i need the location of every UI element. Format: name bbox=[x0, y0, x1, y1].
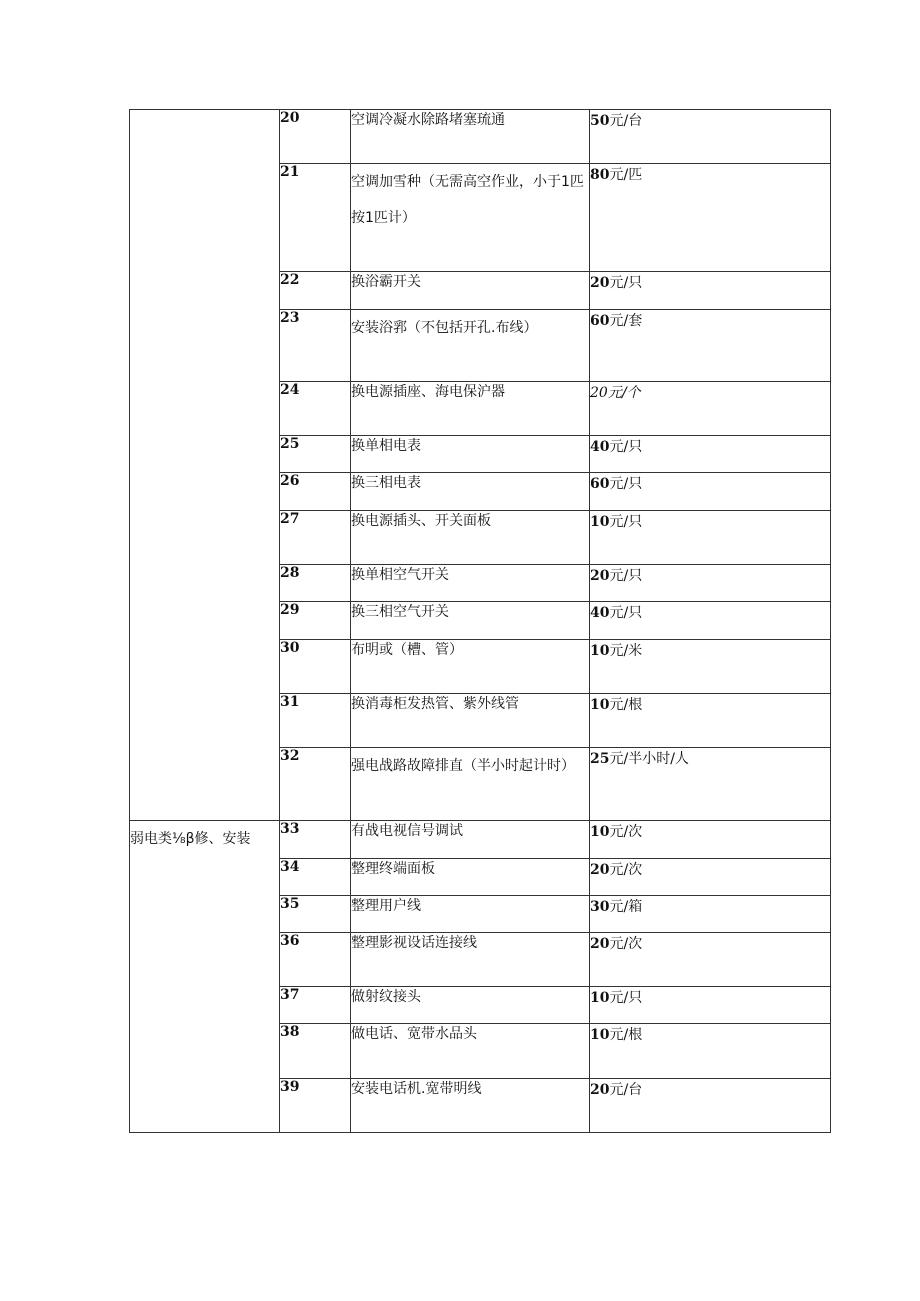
price-unit: 元/匹 bbox=[609, 167, 643, 183]
service-item bbox=[351, 565, 590, 602]
price-amount: 40 bbox=[590, 605, 610, 621]
row-number: 24 bbox=[280, 382, 351, 436]
service-item-text: 布明或（槽、管） bbox=[351, 642, 463, 658]
table-row bbox=[130, 110, 831, 164]
price-unit: 元/只 bbox=[609, 476, 643, 492]
price-amount: 20 bbox=[590, 385, 608, 401]
price-unit: 元/次 bbox=[609, 862, 643, 878]
row-number: 36 bbox=[280, 933, 351, 987]
price-cell bbox=[590, 821, 831, 859]
price-amount: 20 bbox=[590, 862, 610, 878]
price-unit: 元/根 bbox=[609, 697, 643, 713]
price-unit: 元/只 bbox=[609, 439, 643, 455]
price-amount: 40 bbox=[590, 439, 610, 455]
price-table bbox=[129, 109, 831, 1133]
service-item-text: 换电源插头、开关面板 bbox=[351, 513, 491, 529]
price-amount: 20 bbox=[590, 936, 610, 952]
row-number: 33 bbox=[280, 821, 351, 859]
price-cell bbox=[590, 382, 831, 436]
row-number: 31 bbox=[280, 694, 351, 748]
row-number: 22 bbox=[280, 272, 351, 310]
price-cell bbox=[590, 987, 831, 1024]
service-item-text: 安装浴郛（不包括开孔.布线） bbox=[351, 320, 538, 336]
price-amount: 20 bbox=[590, 275, 610, 291]
price-amount: 20 bbox=[590, 1082, 610, 1098]
row-number: 27 bbox=[280, 511, 351, 565]
service-item bbox=[351, 896, 590, 933]
row-number: 30 bbox=[280, 640, 351, 694]
price-cell bbox=[590, 1024, 831, 1079]
service-item bbox=[351, 748, 590, 821]
row-number: 21 bbox=[280, 164, 351, 272]
price-amount: 20 bbox=[590, 568, 610, 584]
price-amount: 60 bbox=[590, 476, 610, 492]
price-unit: 元/只 bbox=[609, 275, 643, 291]
price-amount: 30 bbox=[590, 899, 610, 915]
row-number: 20 bbox=[280, 110, 351, 164]
price-unit: 元/只 bbox=[609, 605, 643, 621]
price-cell bbox=[590, 272, 831, 310]
price-amount: 10 bbox=[590, 990, 610, 1006]
price-amount: 10 bbox=[590, 1027, 610, 1043]
price-cell bbox=[590, 110, 831, 164]
price-cell bbox=[590, 748, 831, 821]
service-item-text: 强电战路故障排直（半小时起计时） bbox=[351, 758, 575, 774]
service-item-text: 空调冷凝水除路堵塞琉通 bbox=[351, 112, 505, 128]
price-cell bbox=[590, 473, 831, 511]
price-unit: 元/台 bbox=[609, 113, 643, 129]
service-item bbox=[351, 821, 590, 859]
service-item bbox=[351, 1024, 590, 1079]
service-item-text: 换三相电表 bbox=[351, 475, 421, 491]
price-amount: 80 bbox=[590, 167, 610, 183]
price-amount: 10 bbox=[590, 824, 610, 840]
service-item bbox=[351, 933, 590, 987]
service-item bbox=[351, 110, 590, 164]
row-number: 26 bbox=[280, 473, 351, 511]
price-unit: 元/个 bbox=[607, 385, 641, 401]
service-item bbox=[351, 473, 590, 511]
price-cell bbox=[590, 1079, 831, 1133]
service-item bbox=[351, 987, 590, 1024]
service-item-text: 做射纹接头 bbox=[351, 989, 421, 1005]
price-table-body bbox=[130, 110, 831, 1133]
service-item-text: 有战电视信号调试 bbox=[351, 823, 463, 839]
service-item-text: 安装电话机.宽带明线 bbox=[351, 1081, 482, 1097]
service-item-text: 做电话、宽带水品头 bbox=[351, 1026, 477, 1042]
price-unit: 元/台 bbox=[609, 1082, 643, 1098]
category-cell: 弱电类⅛β修、安装 bbox=[130, 821, 280, 1133]
price-unit: 元/次 bbox=[609, 936, 643, 952]
service-item-text: 整理影视设话连接线 bbox=[351, 935, 477, 951]
service-item-text: 空调加雪种（无需高空作业，小于1匹按1匹计） bbox=[351, 174, 584, 226]
price-cell bbox=[590, 436, 831, 473]
row-number: 32 bbox=[280, 748, 351, 821]
price-unit: 元/米 bbox=[609, 643, 643, 659]
category-cell bbox=[130, 110, 280, 821]
service-item bbox=[351, 1079, 590, 1133]
service-item-text: 整理用户线 bbox=[351, 898, 421, 914]
row-number: 29 bbox=[280, 602, 351, 640]
price-amount: 60 bbox=[590, 313, 610, 329]
service-item bbox=[351, 694, 590, 748]
price-cell bbox=[590, 565, 831, 602]
price-amount: 10 bbox=[590, 514, 610, 530]
service-item-text: 整理终端面板 bbox=[351, 861, 435, 877]
service-item bbox=[351, 272, 590, 310]
price-unit: 元/套 bbox=[609, 313, 643, 329]
price-unit: 元/只 bbox=[609, 568, 643, 584]
price-amount: 10 bbox=[590, 697, 610, 713]
price-unit: 元/只 bbox=[609, 990, 643, 1006]
service-item bbox=[351, 640, 590, 694]
price-cell bbox=[590, 310, 831, 382]
price-unit: 元/根 bbox=[609, 1027, 643, 1043]
price-unit: 元/次 bbox=[609, 824, 643, 840]
service-item-text: 换消毒柜发热管、紫外线管 bbox=[351, 696, 519, 712]
service-item-text: 换单相电表 bbox=[351, 438, 421, 454]
table-row bbox=[130, 821, 831, 859]
price-cell bbox=[590, 511, 831, 565]
price-cell bbox=[590, 164, 831, 272]
price-cell bbox=[590, 896, 831, 933]
service-item-text: 换浴霸开关 bbox=[351, 274, 421, 290]
price-cell bbox=[590, 602, 831, 640]
price-cell bbox=[590, 640, 831, 694]
service-item bbox=[351, 436, 590, 473]
service-item bbox=[351, 859, 590, 896]
service-item-text: 换三相空气开关 bbox=[351, 604, 449, 620]
price-cell bbox=[590, 694, 831, 748]
price-unit: 元/半小时/人 bbox=[609, 751, 689, 767]
price-unit: 元/只 bbox=[609, 514, 643, 530]
row-number: 28 bbox=[280, 565, 351, 602]
row-number: 39 bbox=[280, 1079, 351, 1133]
price-cell bbox=[590, 933, 831, 987]
service-item bbox=[351, 511, 590, 565]
row-number: 34 bbox=[280, 859, 351, 896]
row-number: 35 bbox=[280, 896, 351, 933]
row-number: 25 bbox=[280, 436, 351, 473]
row-number: 38 bbox=[280, 1024, 351, 1079]
service-item bbox=[351, 602, 590, 640]
price-amount: 10 bbox=[590, 643, 610, 659]
price-unit: 元/箱 bbox=[609, 899, 643, 915]
service-item-text: 换电源插座、海电保沪器 bbox=[351, 384, 505, 400]
price-cell bbox=[590, 859, 831, 896]
price-amount: 50 bbox=[590, 113, 610, 129]
service-item bbox=[351, 310, 590, 382]
row-number: 23 bbox=[280, 310, 351, 382]
service-item-text: 换单相空气开关 bbox=[351, 567, 449, 583]
service-item bbox=[351, 382, 590, 436]
price-amount: 25 bbox=[590, 751, 610, 767]
service-item bbox=[351, 164, 590, 272]
row-number: 37 bbox=[280, 987, 351, 1024]
